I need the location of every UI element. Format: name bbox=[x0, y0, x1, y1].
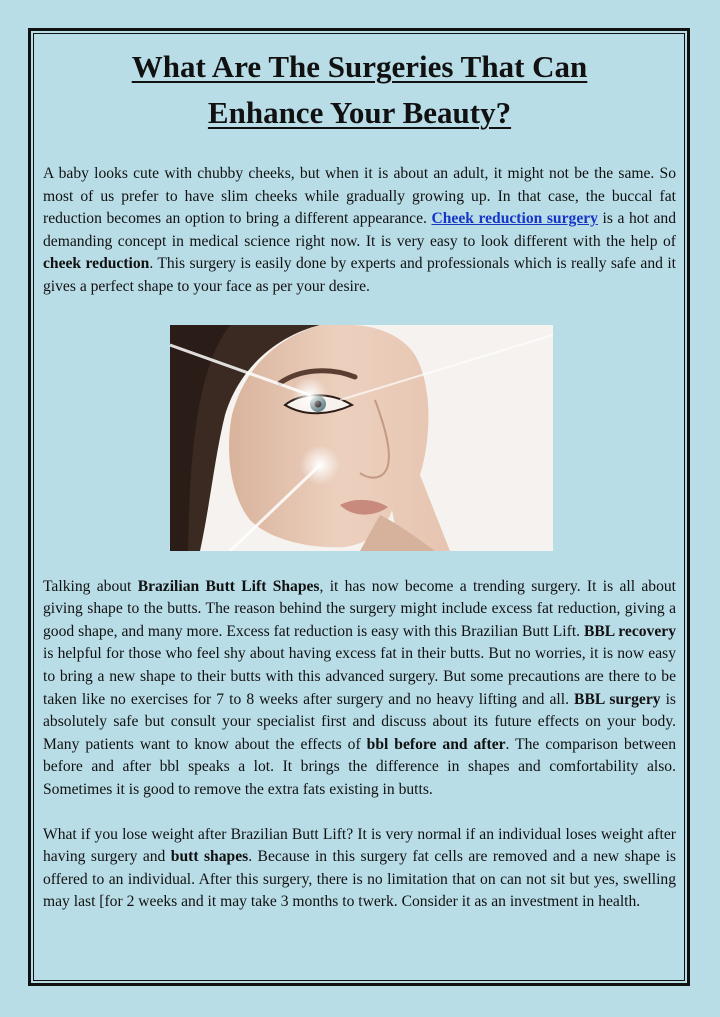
paragraph-intro: A baby looks cute with chubby cheeks, but when it is about an adult, it might not be the same. So most of us prefer to have slim cheeks while gradually growing up. In that case, the buccal fat reduction becomes an option to bring a different appearance. Cheek reduction surgery is a hot and demanding concept in medical science right now. It is very easy to look different with the help of cheek reduction. This surgery is easily done by experts and professionals which is really safe and it gives a perfect shape to your face as per your desire. bbox=[43, 165, 676, 295]
bold-bbl-recovery: BBL recovery bbox=[584, 622, 676, 640]
bold-butt-shapes: butt shapes bbox=[170, 848, 249, 866]
bold-bbl-surgery: BBL surgery bbox=[574, 690, 661, 708]
bold-cheek-reduction: cheek reduction bbox=[43, 255, 150, 273]
article bbox=[43, 44, 676, 914]
bold-brazilian-butt-lift-shapes: Brazilian Butt Lift Shapes bbox=[137, 577, 320, 595]
paragraph-bbl: Talking about Brazilian Butt Lift Shapes, it has now become a trending surgery. It is all about giving shape to the butts. The reason behind the surgery might include excess fat reduction, giving a good shape, and many more. Excess fat reduction is easy with this Brazilian Butt Lift. BBL recovery is helpful for those who feel shy about having excess fat in their butts. But no worries, it is now easy to bring a new shape to their butts with this advanced surgery. But some precautions are there to be taken like no exercises for 7 to 8 weeks after surgery and no heavy lifting and all. BBL surgery is absolutely safe but consult your specialist first and discuss about its future effects on your body. Many patients want to know about the effects of bbl before and after. The comparison between before and after bbl speaks a lot. It brings the difference in shapes and comfortability also. Sometimes it is good to remove the extra fats existing in butts. bbox=[43, 577, 676, 798]
bold-bbl-before-after: bbl before and after bbox=[366, 735, 506, 753]
paragraph-weight-loss: What if you lose weight after Brazilian Butt Lift? It is very normal if an individual loses weight after having surgery and butt shapes. Because in this surgery fat cells are removed and a new shape is offered to an individual. After this surgery, there is no limitation that on can not sit but yes, swelling may last [for 2 weeks and it may take 3 months to twerk. Consider it as an investment in health. bbox=[43, 825, 676, 911]
article-title bbox=[43, 44, 676, 136]
face-beauty-image bbox=[170, 325, 553, 551]
title-line-1: What Are The Surgeries That Can bbox=[131, 49, 588, 84]
cheek-reduction-surgery-link[interactable]: Cheek reduction surgery bbox=[431, 210, 598, 228]
title-line-2: Enhance Your Beauty? bbox=[207, 95, 512, 130]
